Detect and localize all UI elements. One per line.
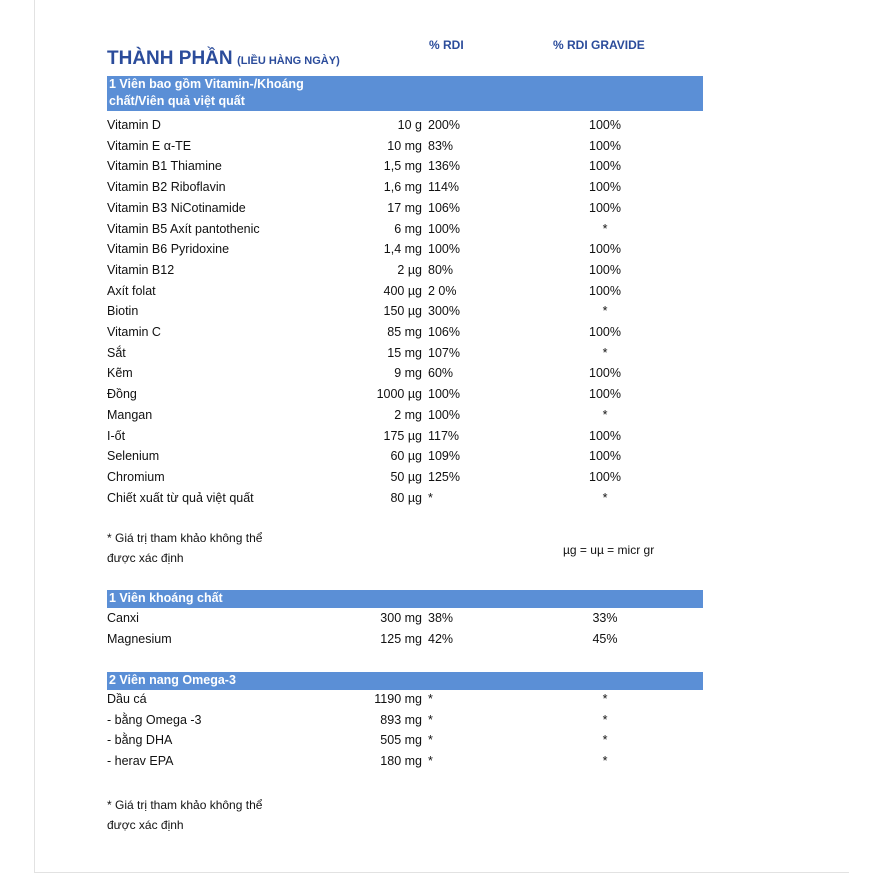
column-header-rdi-gravide: % RDI GRAVIDE [553,38,645,52]
table-row [107,180,703,200]
rdi-value: 100% [428,407,460,422]
nutrient-amount: 505 mg [380,733,422,747]
nutrient-name: Sắt [107,345,126,360]
rdi-value: 136% [428,159,460,174]
nutrient-amount: 85 mg [387,325,422,339]
table-row [107,491,703,511]
rdi-value: * [428,692,433,706]
nutrient-amount: 17 mg [387,200,422,215]
rdi-value: 300% [428,304,460,319]
table-row [107,387,703,407]
rdi-value: 107% [428,345,460,360]
nutrient-name: Vitamin C [107,325,161,339]
table-row [107,733,703,753]
document-page [34,0,849,873]
nutrient-amount: 150 µg [383,304,422,319]
footnote-2 [107,795,262,835]
section-title-line1: 1 Viên bao gồm Vitamin-/Khoáng [109,77,304,91]
nutrient-amount: 175 µg [383,428,422,443]
rdi-value: * [428,733,433,747]
rdi-gravide-value: * [602,753,608,768]
nutrient-amount: 1,4 mg [383,242,422,257]
nutrient-name: Vitamin B12 [107,262,175,277]
table-row [107,139,703,159]
nutrient-name: Vitamin B3 NiCotinamide [107,200,246,215]
rdi-gravide-value: * [602,345,608,360]
nutrient-name: Kẽm [107,366,133,381]
table-row [107,611,703,631]
rdi-gravide-value: 100% [589,200,621,215]
rdi-gravide-value: * [602,733,608,747]
rdi-value: 60% [428,366,454,381]
nutrient-amount: 60 µg [390,449,422,464]
rdi-gravide-value: 100% [589,366,621,381]
nutrient-name: Canxi [107,611,139,625]
table-row [107,284,703,304]
rdi-value: 38% [428,611,454,625]
table-row [107,754,703,774]
nutrient-amount: 893 mg [380,712,422,727]
nutrient-amount: 80 µg [390,490,422,505]
table-row [107,346,703,366]
rdi-value: * [428,712,433,727]
rdi-gravide-value: * [602,304,608,319]
nutrient-amount: 10 g [397,118,422,132]
nutrient-name: - herav EPA [107,753,174,768]
unit-note: µg = uµ = micr gr [563,543,655,557]
rdi-value: 109% [428,449,460,464]
section-title: 1 Viên khoáng chất [109,591,223,605]
footnote-line2: được xác định [107,818,184,832]
rdi-value: 100% [428,221,460,236]
nutrient-name: Chiết xuất từ quả việt quất [107,490,254,505]
table-row [107,201,703,221]
section-title-line2: chất/Viên quả việt quất [109,94,245,108]
nutrient-amount: 6 mg [394,221,422,236]
rdi-gravide-value: 100% [589,325,621,339]
nutrient-name: Vitamin D [107,118,161,132]
section-header-vitamins [107,76,703,111]
column-header-rdi: % RDI [429,38,464,52]
rdi-value: 117% [428,428,460,443]
nutrient-name: Vitamin B5 Axít pantothenic [107,221,260,236]
nutrient-amount: 1,6 mg [383,180,422,195]
rdi-gravide-value: * [602,407,608,422]
section-header-omega3 [107,672,703,690]
section-title: 2 Viên nang Omega-3 [109,673,236,687]
nutrient-name: - bằng DHA [107,733,173,747]
footnote-line1: * Giá trị tham khảo không thể [107,798,263,812]
page-title [107,48,340,70]
rdi-gravide-value: 100% [589,262,621,277]
nutrient-amount: 300 mg [380,611,422,625]
table-row [107,159,703,179]
nutrient-amount: 2 µg [397,262,422,277]
rdi-gravide-value: * [602,692,608,706]
nutrient-name: Magnesium [107,631,172,646]
nutrient-amount: 1,5 mg [383,159,422,174]
rdi-gravide-value: 33% [592,611,618,625]
nutrient-amount: 2 mg [394,407,422,422]
table-row [107,713,703,733]
rdi-value: 106% [428,325,460,339]
rdi-gravide-value: * [602,712,608,727]
table-row [107,408,703,428]
nutrient-amount: 125 mg [380,631,422,646]
rdi-value: 114% [428,180,460,195]
table-row [107,325,703,345]
table-row [107,263,703,283]
nutrient-amount: 15 mg [387,345,422,360]
nutrient-amount: 1190 mg [374,692,422,706]
table-row [107,449,703,469]
rdi-gravide-value: * [602,221,608,236]
rdi-value: 42% [428,631,454,646]
table-row [107,118,703,138]
table-row [107,470,703,490]
rdi-gravide-value: 100% [589,180,621,195]
rdi-value: 106% [428,200,460,215]
rdi-gravide-value: 100% [589,118,621,132]
nutrient-name: - bằng Omega -3 [107,712,202,727]
title-main: THÀNH PHẦN [107,48,233,69]
nutrient-name: Vitamin B1 Thiamine [107,159,222,174]
rdi-value: 2 0% [428,283,457,298]
nutrient-amount: 50 µg [390,469,422,484]
nutrient-name: Vitamin B6 Pyridoxine [107,242,230,257]
rdi-value: 100% [428,242,460,257]
rdi-gravide-value: * [602,490,608,505]
rdi-gravide-value: 100% [589,242,621,257]
table-row [107,692,703,712]
nutrient-name: Dầu cá [107,692,147,706]
nutrient-amount: 1000 µg [376,387,422,402]
nutrient-name: Chromium [107,469,165,484]
rdi-gravide-value: 100% [589,138,621,153]
nutrient-name: I-ốt [107,428,126,443]
table-row [107,304,703,324]
rdi-gravide-value: 100% [589,428,621,443]
table-row [107,429,703,449]
rdi-value: 100% [428,387,460,402]
nutrient-name: Axít folat [107,283,156,298]
rdi-value: 200% [428,118,460,132]
rdi-gravide-value: 100% [589,449,621,464]
section-header-minerals [107,590,703,608]
rdi-gravide-value: 100% [589,469,621,484]
nutrient-amount: 9 mg [394,366,422,381]
nutrient-amount: 10 mg [387,138,422,153]
nutrient-name: Biotin [107,304,139,319]
nutrient-name: Vitamin E α-TE [107,138,192,153]
nutrient-amount: 180 mg [380,753,422,768]
table-row [107,366,703,386]
footnote-line1: * Giá trị tham khảo không thể [107,531,263,545]
rdi-value: 125% [428,469,460,484]
nutrient-name: Vitamin B2 Riboflavin [107,180,226,195]
rdi-value: * [428,753,433,768]
nutrient-amount: 400 µg [383,283,422,298]
table-row [107,222,703,242]
nutrient-name: Đồng [107,387,137,402]
rdi-gravide-value: 100% [589,159,621,174]
footnote-line2: được xác định [107,551,184,565]
rdi-gravide-value: 100% [589,387,621,402]
nutrient-name: Selenium [107,449,160,464]
rdi-gravide-value: 45% [592,631,618,646]
title-sub: (LIỀU HÀNG NGÀY) [237,55,340,67]
rdi-value: 80% [428,262,454,277]
rdi-gravide-value: 100% [589,283,621,298]
table-row [107,632,703,652]
rdi-value: 83% [428,138,454,153]
rdi-value: * [428,490,433,505]
nutrient-name: Mangan [107,407,153,422]
table-row [107,242,703,262]
footnote-1 [107,528,262,568]
